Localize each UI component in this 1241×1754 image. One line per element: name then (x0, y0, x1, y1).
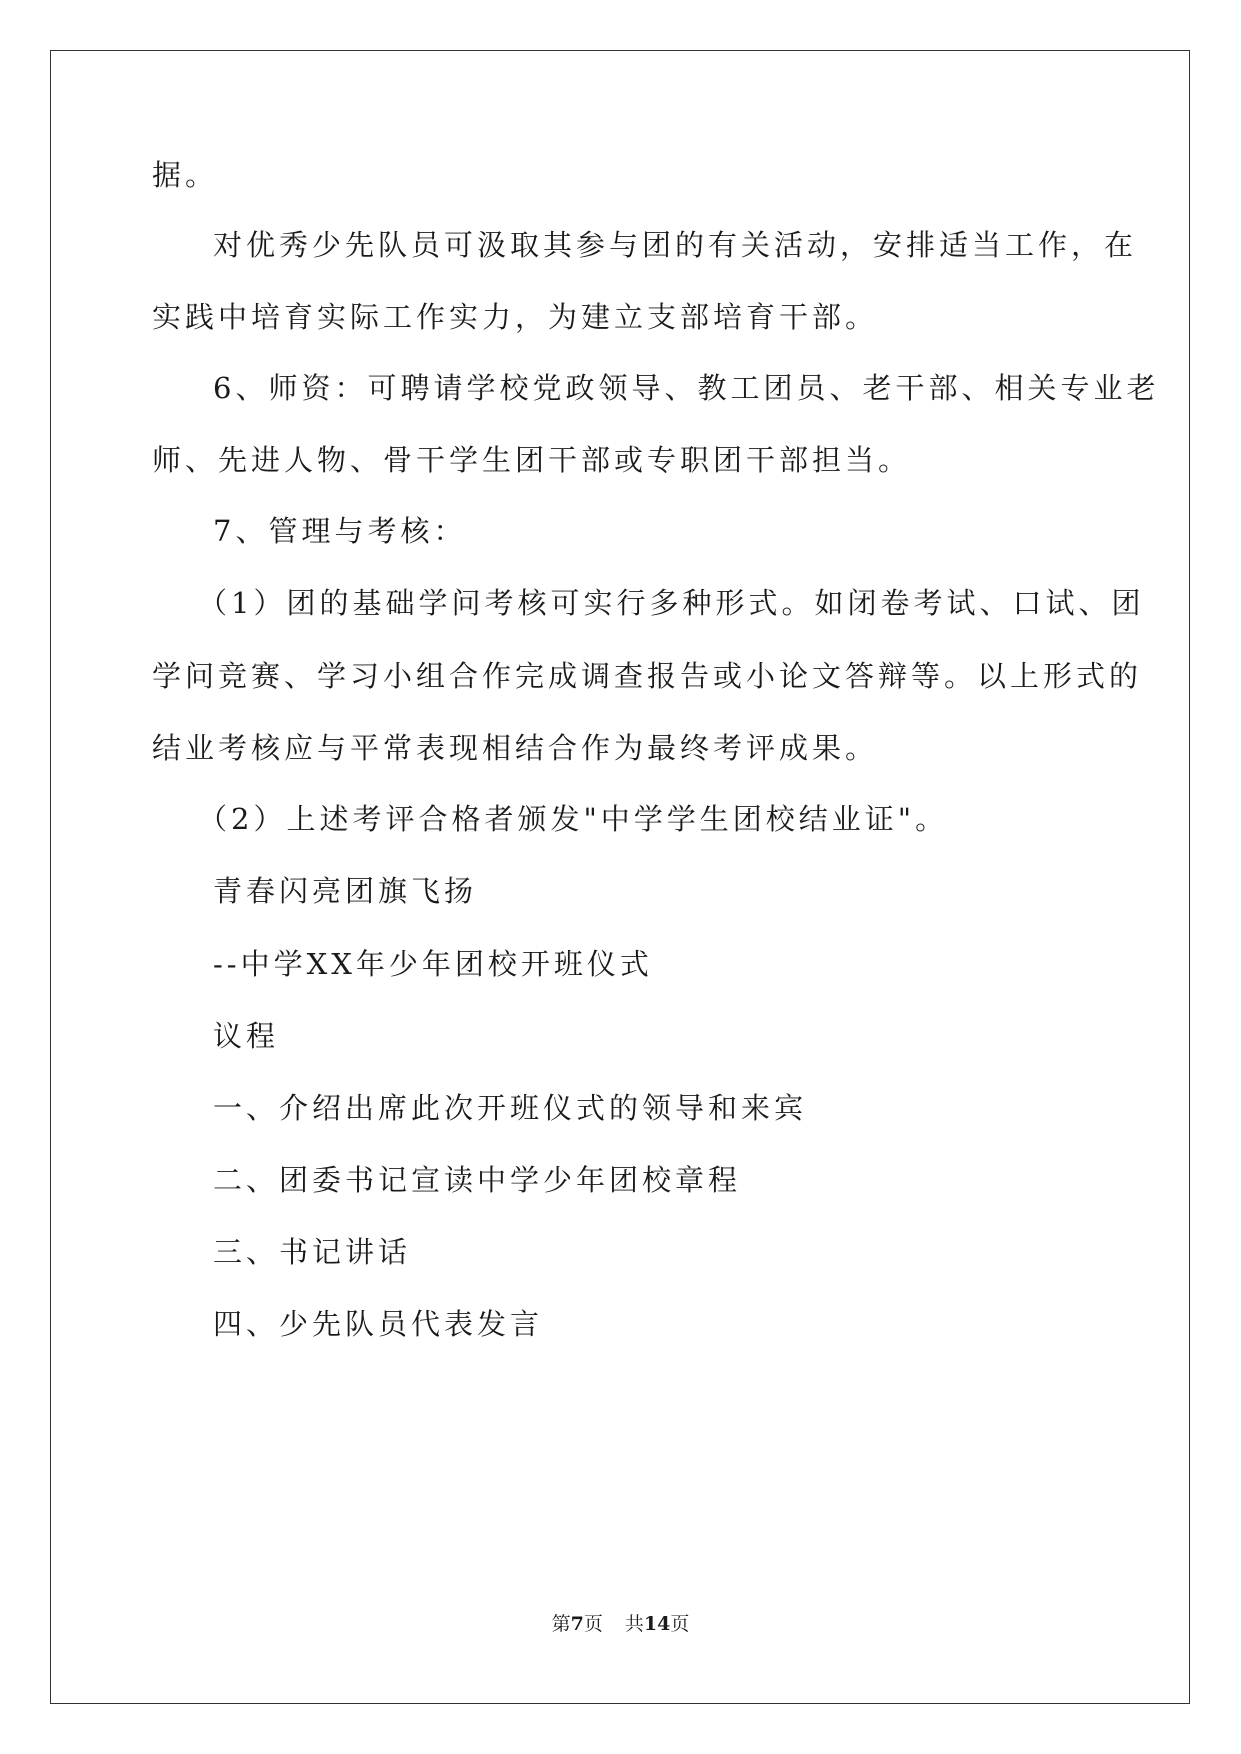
section-subtitle: --中学XX年少年团校开班仪式 (213, 947, 653, 981)
paragraph-line-6: 7、管理与考核： (213, 514, 467, 548)
footer-total-unit: 页 (670, 1613, 690, 1635)
paragraph-line-10: （2）上述考评合格者颁发"中学学生团校结业证"。 (198, 802, 949, 836)
agenda-item-3: 三、书记讲话 (213, 1235, 412, 1269)
agenda-item-4: 四、少先队员代表发言 (213, 1307, 544, 1341)
paragraph-line-1: 据。 (152, 158, 219, 192)
paragraph-line-4: 6、师资：可聘请学校党政领导、教工团员、老干部、相关专业老 (213, 371, 1160, 405)
footer-total-prefix: 共 (624, 1613, 644, 1635)
paragraph-line-5: 师、先进人物、骨干学生团干部或专职团干部担当。 (152, 443, 912, 477)
footer-page-number: 7 (570, 1613, 584, 1635)
paragraph-line-9: 结业考核应与平常表现相结合作为最终考评成果。 (152, 731, 879, 765)
paragraph-line-8: 学问竞赛、学习小组合作完成调查报告或小论文答辩等。以上形式的 (152, 659, 1143, 693)
footer-total-pages: 14 (643, 1613, 671, 1635)
agenda-heading: 议程 (213, 1019, 280, 1053)
footer-page-prefix: 第 (551, 1613, 571, 1635)
paragraph-line-2: 对优秀少先队员可汲取其参与团的有关活动，安排适当工作，在 (213, 228, 1138, 262)
agenda-item-2: 二、团委书记宣读中学少年团校章程 (213, 1163, 742, 1197)
paragraph-line-7: （1）团的基础学问考核可实行多种形式。如闭卷考试、口试、团 (198, 586, 1145, 620)
paragraph-line-3: 实践中培育实际工作实力，为建立支部培育干部。 (152, 300, 879, 334)
agenda-item-1: 一、介绍出席此次开班仪式的领导和来宾 (213, 1091, 808, 1125)
section-title: 青春闪亮团旗飞扬 (213, 874, 478, 908)
page-footer (0, 1612, 1241, 1636)
footer-page-unit: 页 (583, 1613, 603, 1635)
